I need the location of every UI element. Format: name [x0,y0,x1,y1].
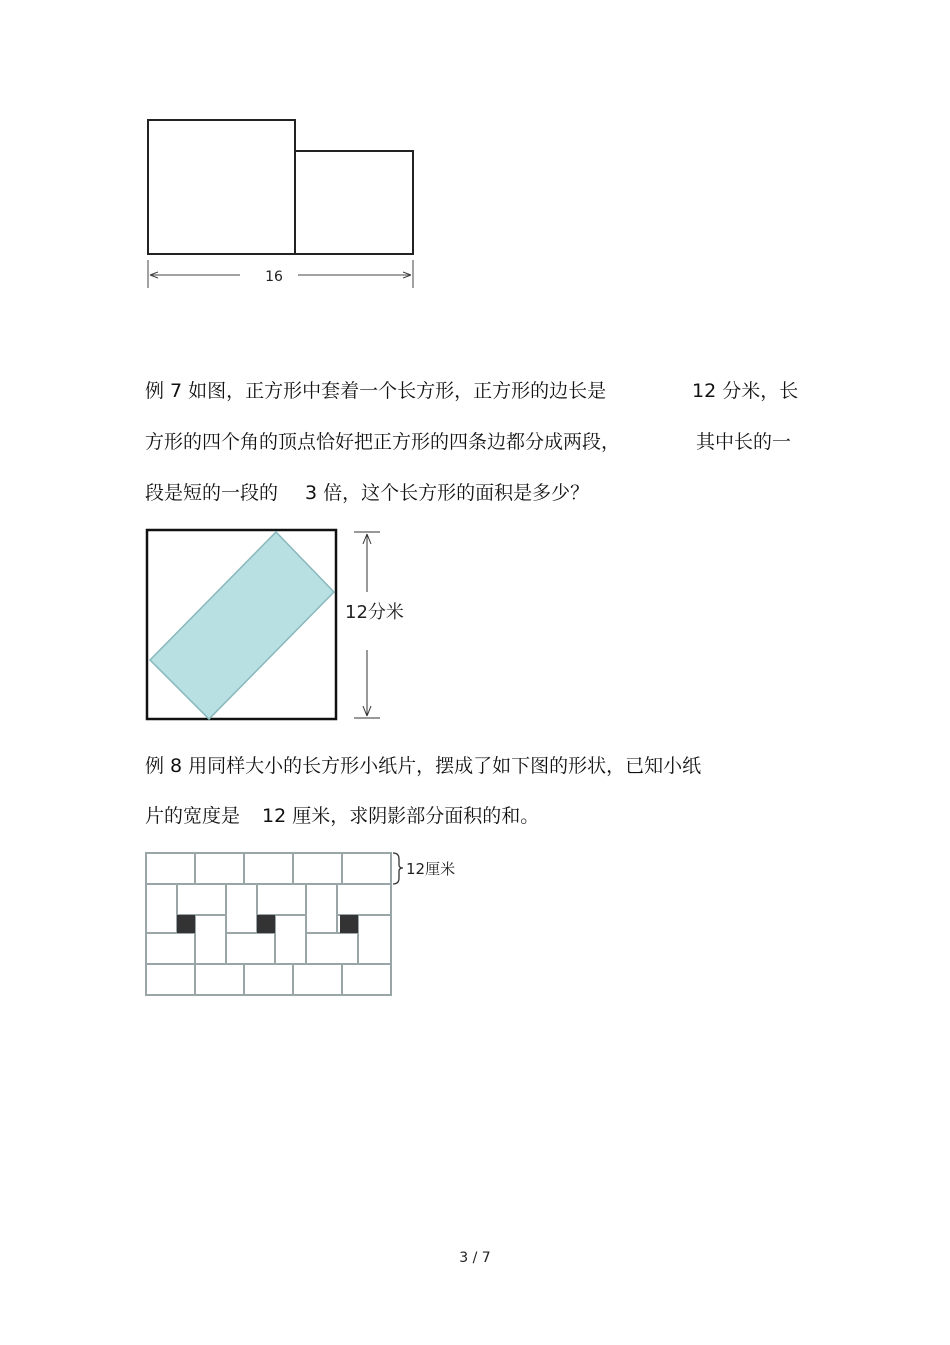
tile [195,853,244,884]
tile [244,964,293,995]
tile [337,884,391,915]
tile [177,884,226,915]
tile [358,915,391,964]
small-square [295,151,413,254]
shaded-square [340,915,358,933]
dimension-label: 16 [265,269,283,285]
tile [226,884,257,933]
tile [306,884,337,933]
example7-line-3b [305,481,589,505]
tile [146,964,195,995]
tile [195,915,226,964]
width-brace [393,853,403,884]
tile [275,915,306,964]
height-dimension [354,532,380,718]
text-segment: 方形的四个角的顶点恰好把正方形的四条边都分成两段， [145,431,621,453]
tile [293,853,342,884]
example8-line-2 [145,804,240,828]
example7-line-2 [145,430,620,454]
example8-line-1 [145,754,701,778]
tile [146,853,195,884]
example8-line-2b [262,804,539,828]
figure-paper-tiles [140,846,480,1001]
text-segment: 段是短的一段的 [145,482,279,504]
tile [342,964,391,995]
tile [226,933,275,964]
tile [146,933,195,964]
example7-line-2b [696,430,791,454]
tile [293,964,342,995]
text-segment: 其中长的一 [696,431,792,453]
tile [342,853,391,884]
text-segment: 12 厘米，求阴影部分面积的和。 [262,805,540,827]
example7-line-1b [692,379,798,403]
dimension-label: 12分米 [345,602,404,623]
text-segment: 12 分米，长 [692,380,799,402]
inscribed-rectangle [150,532,334,719]
text-segment: 片的宽度是 [145,805,241,827]
dimension-label: 12厘米 [406,860,456,878]
figure-square-with-rectangle [140,522,430,727]
tile [146,884,177,933]
shaded-square [177,915,195,933]
text-segment: 例 8 用同样大小的长方形小纸片，摆成了如下图的形状，已知小纸 [145,755,702,777]
text-segment: 3 倍，这个长方形的面积是多少？ [305,482,590,504]
example7-line-1 [145,379,606,403]
page-number: 3 / 7 [459,1250,491,1266]
figure-two-squares [140,110,430,300]
tile [306,933,358,964]
shaded-square [257,915,275,933]
example7-line-3 [145,481,278,505]
text-segment: 例 7 如图，正方形中套着一个长方形，正方形的边长是 [145,380,607,402]
big-square [148,120,295,254]
tile [244,853,293,884]
tile [257,884,306,915]
tile [195,964,244,995]
